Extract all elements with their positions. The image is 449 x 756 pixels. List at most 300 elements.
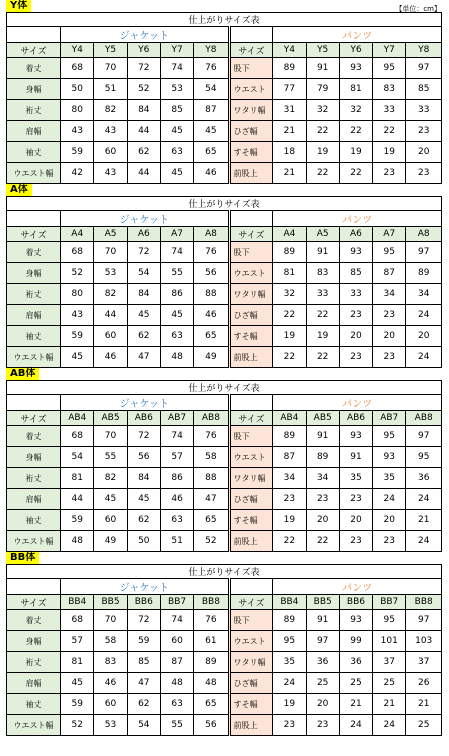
value-cell: 33: [406, 100, 442, 121]
group-row: [7, 27, 442, 43]
size-code: Y5: [306, 43, 339, 58]
section-label: BB体: [6, 552, 39, 564]
size-code: BB5: [94, 595, 127, 610]
value-cell: 36: [406, 468, 442, 489]
blank-cell: [229, 211, 273, 227]
size-table: [6, 196, 442, 368]
value-cell: 65: [194, 694, 229, 715]
value-cell: 57: [61, 631, 94, 652]
value-cell: 22: [306, 163, 339, 184]
value-cell: 22: [339, 163, 372, 184]
row-label: 袖丈: [7, 142, 61, 163]
value-cell: 32: [273, 284, 306, 305]
jacket-group-label: ジャケット: [61, 395, 229, 411]
group-row: [7, 211, 442, 227]
row-label: 肩幅: [7, 121, 61, 142]
value-cell: 57: [160, 447, 193, 468]
value-cell: 61: [194, 631, 229, 652]
value-cell: 99: [339, 631, 372, 652]
value-cell: 23: [339, 531, 372, 552]
size-code: A4: [273, 227, 306, 242]
pants-group-label: パンツ: [273, 579, 442, 595]
value-cell: 74: [160, 610, 193, 631]
value-cell: 20: [306, 694, 339, 715]
value-cell: 97: [306, 631, 339, 652]
value-cell: 93: [339, 242, 372, 263]
value-cell: 97: [406, 242, 442, 263]
value-cell: 23: [306, 715, 339, 736]
section-label: AB体: [6, 368, 39, 380]
size-code: A6: [339, 227, 372, 242]
row-label: 前股上: [229, 715, 273, 736]
value-cell: 34: [406, 284, 442, 305]
value-cell: 93: [339, 426, 372, 447]
row-label: 袖丈: [7, 326, 61, 347]
value-cell: 22: [373, 121, 406, 142]
value-cell: 33: [306, 284, 339, 305]
row-label: ウエスト: [229, 79, 273, 100]
value-cell: 26: [406, 673, 442, 694]
value-cell: 37: [406, 652, 442, 673]
pants-group-label: パンツ: [273, 27, 442, 43]
value-cell: 25: [373, 673, 406, 694]
value-cell: 44: [127, 121, 160, 142]
size-header: サイズ: [7, 43, 61, 58]
value-cell: 21: [373, 694, 406, 715]
value-cell: 76: [194, 242, 229, 263]
size-code: A8: [194, 227, 229, 242]
value-cell: 95: [373, 426, 406, 447]
row-label: 着丈: [7, 58, 61, 79]
value-cell: 82: [94, 100, 127, 121]
value-cell: 50: [127, 531, 160, 552]
value-cell: 59: [61, 142, 94, 163]
value-cell: 53: [160, 79, 193, 100]
value-cell: 20: [339, 326, 372, 347]
value-cell: 46: [194, 305, 229, 326]
value-cell: 48: [61, 531, 94, 552]
row-label: ウエスト幅: [7, 163, 61, 184]
table-title: 仕上がりサイズ表: [7, 565, 442, 579]
value-cell: 68: [61, 610, 94, 631]
row-label: 着丈: [7, 610, 61, 631]
value-cell: 63: [160, 694, 193, 715]
value-cell: 34: [273, 468, 306, 489]
value-cell: 45: [127, 489, 160, 510]
value-cell: 74: [160, 426, 193, 447]
value-cell: 89: [273, 610, 306, 631]
value-cell: 87: [160, 652, 193, 673]
size-code: BB4: [273, 595, 306, 610]
value-cell: 23: [406, 163, 442, 184]
value-cell: 63: [160, 326, 193, 347]
group-row: [7, 395, 442, 411]
value-cell: 85: [127, 652, 160, 673]
value-cell: 45: [160, 305, 193, 326]
value-cell: 32: [339, 100, 372, 121]
value-cell: 49: [94, 531, 127, 552]
size-code: BB7: [373, 595, 406, 610]
blank-cell: [7, 579, 61, 595]
value-cell: 59: [127, 631, 160, 652]
value-cell: 43: [61, 305, 94, 326]
value-cell: 48: [160, 673, 193, 694]
value-cell: 20: [306, 510, 339, 531]
value-cell: 82: [94, 468, 127, 489]
table-title: 仕上がりサイズ表: [7, 197, 442, 211]
pants-group-label: パンツ: [273, 395, 442, 411]
size-code: AB7: [373, 411, 406, 426]
value-cell: 95: [373, 610, 406, 631]
value-cell: 19: [339, 142, 372, 163]
value-cell: 93: [373, 447, 406, 468]
row-label: 肩幅: [7, 489, 61, 510]
value-cell: 87: [373, 263, 406, 284]
size-header: サイズ: [229, 411, 273, 426]
value-cell: 54: [127, 715, 160, 736]
value-cell: 51: [160, 531, 193, 552]
group-row: [7, 579, 442, 595]
value-cell: 72: [127, 426, 160, 447]
row-label: 股下: [229, 610, 273, 631]
value-cell: 91: [306, 610, 339, 631]
row-label: 着丈: [7, 242, 61, 263]
row-label: すそ幅: [229, 326, 273, 347]
value-cell: 59: [61, 510, 94, 531]
value-cell: 21: [339, 694, 372, 715]
value-cell: 74: [160, 58, 193, 79]
size-code: AB5: [94, 411, 127, 426]
value-cell: 22: [339, 121, 372, 142]
value-cell: 56: [194, 263, 229, 284]
value-cell: 89: [306, 447, 339, 468]
unit-label: 【単位：cm】: [395, 5, 441, 13]
row-label: 裄丈: [7, 100, 61, 121]
size-code: Y5: [94, 43, 127, 58]
value-cell: 22: [306, 121, 339, 142]
table-row: [7, 121, 442, 142]
pants-group-label: パンツ: [273, 211, 442, 227]
row-label: すそ幅: [229, 694, 273, 715]
size-code: Y4: [61, 43, 94, 58]
value-cell: 85: [339, 263, 372, 284]
size-header: サイズ: [229, 595, 273, 610]
value-cell: 46: [94, 347, 127, 368]
table-row: [7, 242, 442, 263]
value-cell: 36: [306, 652, 339, 673]
size-code: BB8: [406, 595, 442, 610]
value-cell: 60: [94, 142, 127, 163]
value-cell: 21: [406, 510, 442, 531]
value-cell: 47: [127, 347, 160, 368]
value-cell: 97: [406, 58, 442, 79]
value-cell: 62: [127, 142, 160, 163]
size-code: BB6: [339, 595, 372, 610]
value-cell: 34: [306, 468, 339, 489]
row-label: ひざ幅: [229, 121, 273, 142]
value-cell: 45: [61, 673, 94, 694]
value-cell: 88: [194, 468, 229, 489]
table-row: [7, 263, 442, 284]
value-cell: 23: [339, 489, 372, 510]
value-cell: 43: [94, 163, 127, 184]
value-cell: 19: [306, 326, 339, 347]
row-label: ウエスト幅: [7, 531, 61, 552]
value-cell: 62: [127, 694, 160, 715]
value-cell: 59: [61, 694, 94, 715]
value-cell: 79: [306, 79, 339, 100]
table-row: [7, 715, 442, 736]
size-header: サイズ: [7, 595, 61, 610]
value-cell: 23: [406, 121, 442, 142]
value-cell: 54: [61, 447, 94, 468]
size-table: [6, 380, 442, 552]
value-cell: 24: [373, 715, 406, 736]
value-cell: 83: [373, 79, 406, 100]
value-cell: 70: [94, 58, 127, 79]
value-cell: 53: [94, 715, 127, 736]
value-cell: 85: [406, 79, 442, 100]
value-cell: 45: [127, 305, 160, 326]
value-cell: 84: [127, 468, 160, 489]
value-cell: 20: [339, 510, 372, 531]
value-cell: 59: [61, 326, 94, 347]
size-table: [6, 564, 442, 736]
blank-cell: [229, 579, 273, 595]
size-code: A7: [373, 227, 406, 242]
value-cell: 76: [194, 58, 229, 79]
table-row: [7, 305, 442, 326]
value-cell: 46: [160, 489, 193, 510]
table-row: [7, 426, 442, 447]
section-label: A体: [6, 184, 32, 196]
value-cell: 95: [273, 631, 306, 652]
value-cell: 65: [194, 142, 229, 163]
row-label: 身幅: [7, 263, 61, 284]
jacket-group-label: ジャケット: [61, 579, 229, 595]
value-cell: 91: [306, 58, 339, 79]
value-cell: 70: [94, 242, 127, 263]
value-cell: 45: [194, 121, 229, 142]
size-code: Y6: [339, 43, 372, 58]
size-table: [6, 12, 442, 184]
value-cell: 81: [61, 468, 94, 489]
header-row: [7, 43, 442, 58]
value-cell: 60: [94, 694, 127, 715]
value-cell: 93: [339, 58, 372, 79]
row-label: 身幅: [7, 79, 61, 100]
value-cell: 52: [127, 79, 160, 100]
value-cell: 23: [373, 347, 406, 368]
table-row: [7, 673, 442, 694]
value-cell: 25: [406, 715, 442, 736]
value-cell: 72: [127, 58, 160, 79]
row-label: ひざ幅: [229, 673, 273, 694]
value-cell: 25: [339, 673, 372, 694]
value-cell: 43: [61, 121, 94, 142]
value-cell: 23: [273, 489, 306, 510]
value-cell: 103: [406, 631, 442, 652]
value-cell: 81: [339, 79, 372, 100]
value-cell: 85: [160, 100, 193, 121]
value-cell: 22: [273, 531, 306, 552]
value-cell: 74: [160, 242, 193, 263]
value-cell: 35: [339, 468, 372, 489]
row-label: 肩幅: [7, 673, 61, 694]
value-cell: 24: [406, 489, 442, 510]
value-cell: 45: [61, 347, 94, 368]
size-code: BB5: [306, 595, 339, 610]
value-cell: 52: [61, 715, 94, 736]
value-cell: 19: [306, 142, 339, 163]
value-cell: 91: [306, 242, 339, 263]
table-row: [7, 79, 442, 100]
value-cell: 63: [160, 510, 193, 531]
value-cell: 23: [373, 305, 406, 326]
size-code: Y8: [194, 43, 229, 58]
section-label: Y体: [6, 0, 31, 12]
row-label: ひざ幅: [229, 489, 273, 510]
row-label: 裄丈: [7, 284, 61, 305]
row-label: ウエスト幅: [7, 715, 61, 736]
value-cell: 56: [127, 447, 160, 468]
table-row: [7, 58, 442, 79]
table-row: [7, 326, 442, 347]
value-cell: 84: [127, 100, 160, 121]
table-row: [7, 531, 442, 552]
value-cell: 72: [127, 610, 160, 631]
header-row: [7, 595, 442, 610]
value-cell: 20: [373, 510, 406, 531]
size-code: A6: [127, 227, 160, 242]
value-cell: 53: [94, 263, 127, 284]
row-label: ひざ幅: [229, 305, 273, 326]
value-cell: 24: [406, 305, 442, 326]
size-code: BB8: [194, 595, 229, 610]
row-label: 身幅: [7, 631, 61, 652]
table-row: [7, 284, 442, 305]
size-section: [0, 552, 449, 736]
jacket-group-label: ジャケット: [61, 27, 229, 43]
value-cell: 25: [306, 673, 339, 694]
value-cell: 21: [273, 121, 306, 142]
title-row: [7, 565, 442, 579]
value-cell: 87: [273, 447, 306, 468]
row-label: 裄丈: [7, 468, 61, 489]
value-cell: 19: [273, 510, 306, 531]
value-cell: 45: [94, 489, 127, 510]
value-cell: 23: [373, 163, 406, 184]
table-row: [7, 100, 442, 121]
value-cell: 19: [273, 694, 306, 715]
value-cell: 83: [94, 652, 127, 673]
value-cell: 20: [406, 326, 442, 347]
value-cell: 63: [160, 142, 193, 163]
value-cell: 24: [273, 673, 306, 694]
title-row: [7, 197, 442, 211]
value-cell: 24: [406, 347, 442, 368]
value-cell: 22: [306, 305, 339, 326]
size-code: Y7: [160, 43, 193, 58]
value-cell: 62: [127, 510, 160, 531]
value-cell: 89: [273, 426, 306, 447]
value-cell: 76: [194, 426, 229, 447]
value-cell: 44: [94, 305, 127, 326]
value-cell: 46: [194, 163, 229, 184]
value-cell: 20: [373, 326, 406, 347]
value-cell: 70: [94, 610, 127, 631]
size-code: A5: [306, 227, 339, 242]
size-section: [0, 184, 449, 368]
value-cell: 22: [273, 305, 306, 326]
value-cell: 87: [194, 100, 229, 121]
value-cell: 51: [94, 79, 127, 100]
value-cell: 84: [127, 284, 160, 305]
table-row: [7, 447, 442, 468]
value-cell: 58: [94, 631, 127, 652]
row-label: ウエスト: [229, 447, 273, 468]
value-cell: 55: [94, 447, 127, 468]
value-cell: 56: [194, 715, 229, 736]
value-cell: 60: [160, 631, 193, 652]
blank-cell: [7, 211, 61, 227]
value-cell: 89: [194, 652, 229, 673]
size-code: AB7: [160, 411, 193, 426]
value-cell: 24: [339, 715, 372, 736]
value-cell: 48: [160, 347, 193, 368]
size-code: A7: [160, 227, 193, 242]
row-label: 身幅: [7, 447, 61, 468]
value-cell: 22: [306, 531, 339, 552]
row-label: 前股上: [229, 347, 273, 368]
value-cell: 33: [339, 284, 372, 305]
table-row: [7, 142, 442, 163]
value-cell: 46: [94, 673, 127, 694]
title-row: [7, 381, 442, 395]
value-cell: 49: [194, 347, 229, 368]
value-cell: 36: [339, 652, 372, 673]
value-cell: 31: [273, 100, 306, 121]
row-label: 股下: [229, 58, 273, 79]
value-cell: 81: [61, 652, 94, 673]
value-cell: 21: [406, 694, 442, 715]
table-title: 仕上がりサイズ表: [7, 13, 442, 27]
row-label: 着丈: [7, 426, 61, 447]
value-cell: 32: [306, 100, 339, 121]
value-cell: 89: [406, 263, 442, 284]
size-code: Y4: [273, 43, 306, 58]
value-cell: 60: [94, 326, 127, 347]
value-cell: 24: [406, 531, 442, 552]
value-cell: 43: [94, 121, 127, 142]
value-cell: 22: [273, 347, 306, 368]
value-cell: 89: [273, 58, 306, 79]
value-cell: 22: [306, 347, 339, 368]
size-header: サイズ: [7, 411, 61, 426]
size-section: [0, 368, 449, 552]
value-cell: 65: [194, 510, 229, 531]
value-cell: 95: [406, 447, 442, 468]
value-cell: 77: [273, 79, 306, 100]
value-cell: 81: [273, 263, 306, 284]
value-cell: 58: [194, 447, 229, 468]
value-cell: 47: [194, 489, 229, 510]
value-cell: 21: [273, 163, 306, 184]
value-cell: 20: [406, 142, 442, 163]
size-code: Y7: [373, 43, 406, 58]
table-title: 仕上がりサイズ表: [7, 381, 442, 395]
value-cell: 37: [373, 652, 406, 673]
